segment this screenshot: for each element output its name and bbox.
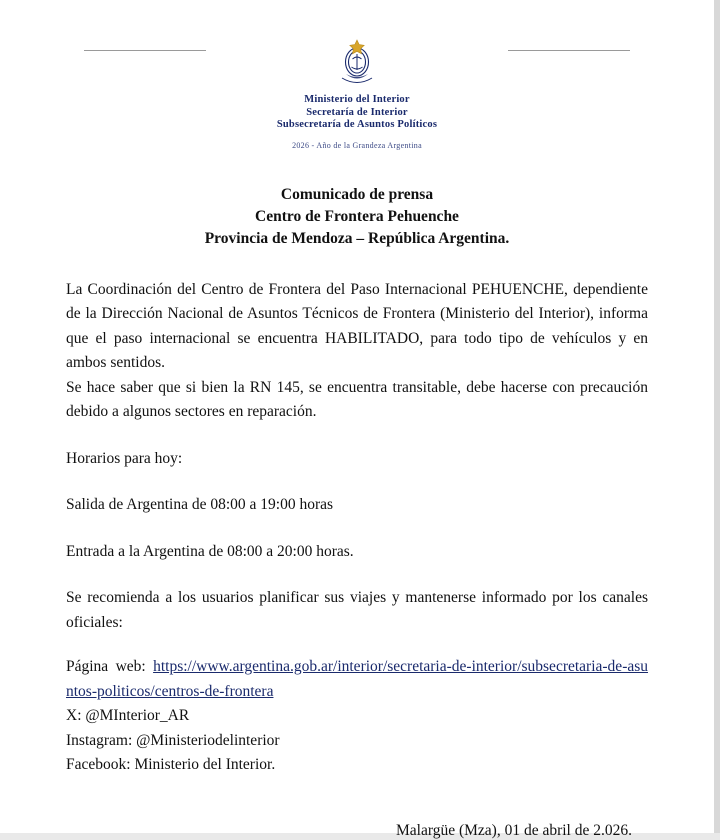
website-label-web: web: xyxy=(115,658,146,675)
organization-line-secretary: Secretaría de Interior xyxy=(306,106,408,118)
title-line-2: Centro de Frontera Pehuenche xyxy=(255,207,459,225)
page-edge-shadow xyxy=(714,0,720,833)
year-motto: 2026 - Año de la Grandeza Argentina xyxy=(292,140,422,150)
spacer xyxy=(66,518,648,540)
website-label: Página xyxy=(66,658,109,675)
header-rule-right xyxy=(508,50,630,51)
organization-block xyxy=(66,94,648,132)
argentina-coat-of-arms-icon xyxy=(334,34,380,88)
website-link[interactable]: https://www.argentina.gob.ar/interior/secretaria-de-interior/subsecretaria-de-asuntos-politicos/centros-de-frontera xyxy=(66,658,649,700)
document-body xyxy=(66,278,648,778)
spacer xyxy=(66,471,648,493)
paragraph-road-condition: Se hace saber que si bien la RN 145, se encuentra transitable, debe hacerse con precaución debido a algunos sectores en reparación. xyxy=(66,378,648,420)
spacer xyxy=(66,425,648,447)
organization-line-ministry: Ministerio del Interior xyxy=(304,94,410,105)
paragraph-entry-hours: Entrada a la Argentina de 08:00 a 20:00 horas. xyxy=(66,542,354,560)
title-line-3: Provincia de Mendoza – República Argentina. xyxy=(204,229,510,247)
contact-facebook: Facebook: Ministerio del Interior. xyxy=(66,756,276,773)
signoff-place-date: Malargüe (Mza), 01 de abril de 2.026. xyxy=(395,821,632,839)
paragraph-status: La Coordinación del Centro de Frontera del Paso Internacional PEHUENCHE, dependiente de la Dirección Nacional de Asuntos Técnicos de Frontera (Ministerio del Interior), informa que el paso internacional se encuentra HABILITADO, para todo tipo de vehículos y en ambos sentidos. xyxy=(66,280,648,371)
spacer xyxy=(66,635,648,655)
website-row xyxy=(66,655,648,704)
paragraph-exit-hours: Salida de Argentina de 08:00 a 19:00 horas xyxy=(66,496,334,513)
paragraph-schedule-heading: Horarios para hoy: xyxy=(66,449,183,467)
contact-instagram: Instagram: @Ministeriodelinterior xyxy=(66,731,280,749)
spacer xyxy=(66,564,648,586)
document-header xyxy=(66,0,648,150)
document-title xyxy=(66,184,648,250)
header-rule-left xyxy=(84,50,206,51)
paragraph-recommendation: Se recomienda a los usuarios planificar sus viajes y mantenerse informado por los canales oficiales: xyxy=(66,589,648,631)
title-line-1: Comunicado de prensa xyxy=(280,185,434,203)
organization-line-subsecretary: Subsecretaría de Asuntos Políticos xyxy=(276,119,438,130)
contact-x: X: @MInterior_AR xyxy=(66,707,190,724)
